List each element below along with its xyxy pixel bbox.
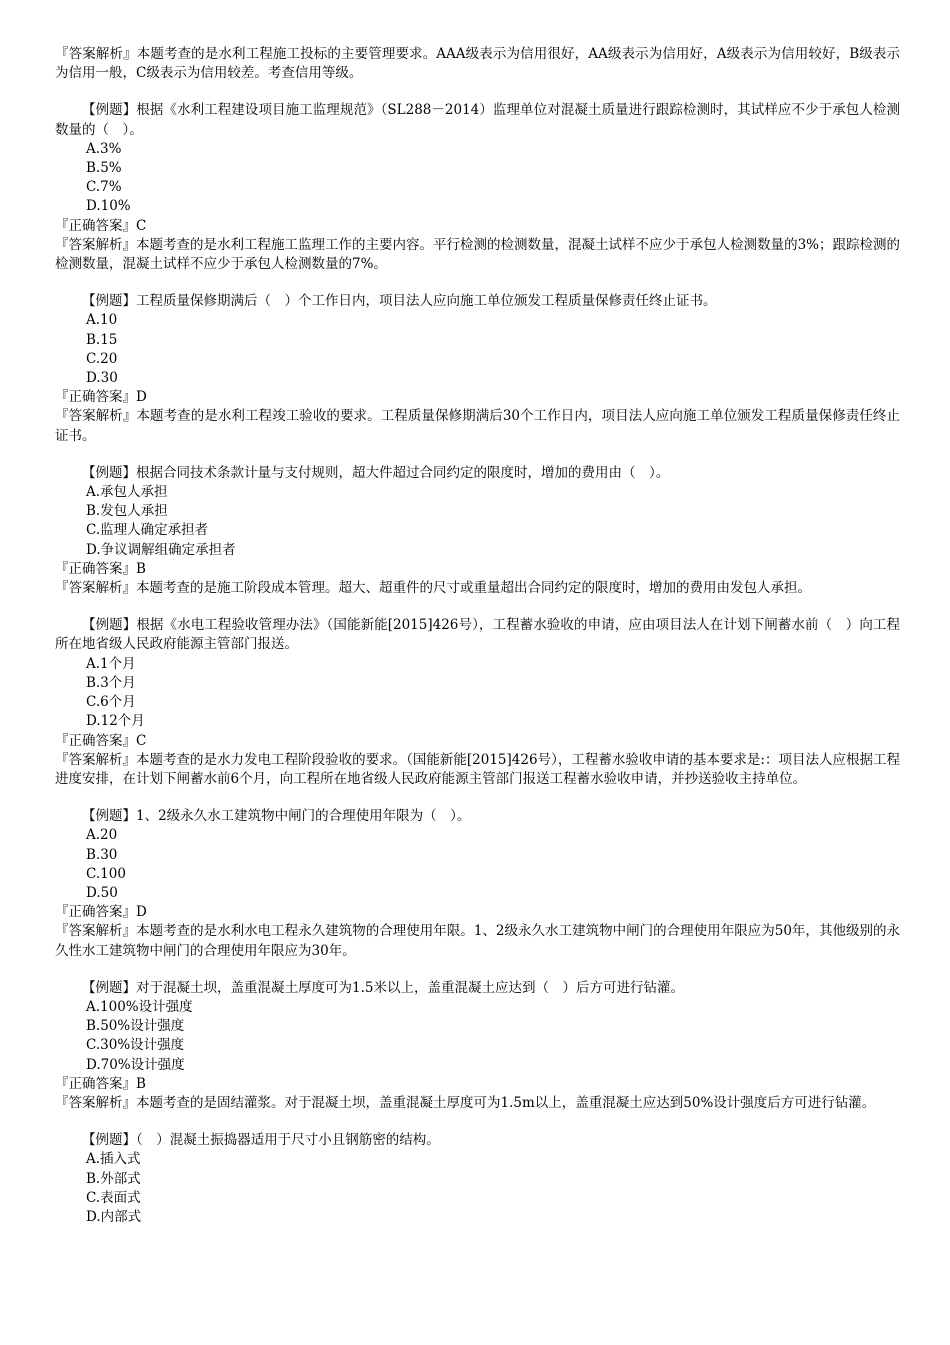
option-a: A.承包人承担 xyxy=(86,484,168,501)
answer-analysis: 『答案解析』本题考查的是固结灌浆。对于混凝土坝，盖重混凝土厚度可为1.5m以上，盖重混凝土应达到50%设计强度后方可进行钻灌。 xyxy=(55,1094,876,1111)
option-d: D.争议调解组确定承担者 xyxy=(86,541,236,558)
correct-answer: 『正确答案』B xyxy=(55,560,146,577)
question-text: 【例题】工程质量保修期满后（ ）个工作日内，项目法人应向施工单位颁发工程质量保修责任终止证书。 xyxy=(82,293,717,310)
question-block-2 xyxy=(55,292,900,446)
option-d: D.内部式 xyxy=(86,1208,142,1225)
correct-answer: 『正确答案』B xyxy=(55,1075,146,1092)
question-text: 【例题】根据《水电工程验收管理办法》（国能新能[2015]426号），工程蓄水验收的申请，应由项目法人在计划下闸蓄水前（ ）向工程所在地省级人民政府能源主管部门报送。 xyxy=(55,617,900,653)
option-c: C.监理人确定承担者 xyxy=(86,522,209,539)
option-c: C.7% xyxy=(86,179,122,196)
option-b: B.5% xyxy=(86,160,122,177)
correct-answer: 『正确答案』D xyxy=(55,389,147,406)
correct-answer: 『正确答案』D xyxy=(55,904,147,921)
option-b: B.50%设计强度 xyxy=(86,1018,185,1035)
question-block-3 xyxy=(55,464,900,598)
option-d: D.50 xyxy=(86,884,118,901)
answer-analysis: 『答案解析』本题考查的是水利工程竣工验收的要求。工程质量保修期满后30个工作日内，项目法人应向施工单位颁发工程质量保修责任终止证书。 xyxy=(55,408,900,444)
document-page xyxy=(55,45,900,1227)
option-a: A.3% xyxy=(86,140,122,157)
option-c: C.20 xyxy=(86,350,118,367)
option-a: A.100%设计强度 xyxy=(86,998,193,1015)
answer-analysis: 『答案解析』本题考查的是水力发电工程阶段验收的要求。（国能新能[2015]426号），工程蓄水验收申请的基本要求是:：项目法人应根据工程进度安排，在计划下闸蓄水前6个月，向工程所在地省级人民政府能源主管部门报送工程蓄水验收申请，并抄送验收主持单位。 xyxy=(55,751,900,787)
option-c: C.100 xyxy=(86,865,126,882)
option-c: C.表面式 xyxy=(86,1189,141,1206)
option-b: B.发包人承担 xyxy=(86,503,168,520)
option-a: A.1个月 xyxy=(86,655,136,672)
question-text: 【例题】根据合同技术条款计量与支付规则，超大件超过合同约定的限度时，增加的费用由（ ）。 xyxy=(82,464,670,481)
answer-analysis: 『答案解析』本题考查的是水利工程施工监理工作的主要内容。平行检测的检测数量，混凝土试样不应少于承包人检测数量的3%；跟踪检测的检测数量，混凝土试样不应少于承包人检测数量的7%。 xyxy=(55,236,900,273)
question-text: 【例题】（ ）混凝土振捣器适用于尺寸小且钢筋密的结构。 xyxy=(82,1132,440,1149)
option-d: D.70%设计强度 xyxy=(86,1056,185,1073)
answer-analysis: 『答案解析』本题考查的是施工阶段成本管理。超大、超重件的尺寸或重量超出合同约定的限度时，增加的费用由发包人承担。 xyxy=(55,580,811,597)
option-b: B.3个月 xyxy=(86,674,136,691)
answer-analysis: 『答案解析』本题考查的是水利水电工程永久建筑物的合理使用年限。1、2级永久水工建筑物中闸门的合理使用年限应为50年，其他级别的永久性水工建筑物中闸门的合理使用年限应为30年。 xyxy=(55,923,900,959)
question-block-4 xyxy=(55,616,900,789)
option-a: A.10 xyxy=(86,312,118,329)
intro-analysis: 『答案解析』本题考查的是水利工程施工投标的主要管理要求。AAA级表示为信用很好，AA级表示为信用好，A级表示为信用较好，B级表示为信用一般，C级表示为信用较差。考查信用等级。 xyxy=(55,46,900,82)
option-c: C.30%设计强度 xyxy=(86,1037,185,1054)
option-b: B.30 xyxy=(86,846,118,863)
question-text: 【例题】对于混凝土坝，盖重混凝土厚度可为1.5米以上，盖重混凝土应达到（ ）后方可进行钻灌。 xyxy=(82,979,684,996)
question-block-5 xyxy=(55,807,900,961)
option-b: B.外部式 xyxy=(86,1170,141,1187)
question-block-6 xyxy=(55,979,900,1113)
option-d: D.10% xyxy=(86,198,131,215)
option-c: C.6个月 xyxy=(86,694,136,711)
question-text: 【例题】1、2级永久水工建筑物中闸门的合理使用年限为（ ）。 xyxy=(82,808,471,825)
correct-answer: 『正确答案』C xyxy=(55,732,147,749)
correct-answer: 『正确答案』C xyxy=(55,217,147,234)
option-a: A.20 xyxy=(86,827,118,844)
option-b: B.15 xyxy=(86,331,118,348)
question-block-1 xyxy=(55,101,900,274)
question-text: 【例题】根据《水利工程建设项目施工监理规范》（SL288－2014）监理单位对混凝土质量进行跟踪检测时，其试样应不少于承包人检测数量的（ ）。 xyxy=(55,102,900,138)
option-d: D.12个月 xyxy=(86,713,145,730)
option-a: A.插入式 xyxy=(86,1151,141,1168)
question-block-7 xyxy=(55,1131,900,1227)
option-d: D.30 xyxy=(86,370,118,387)
